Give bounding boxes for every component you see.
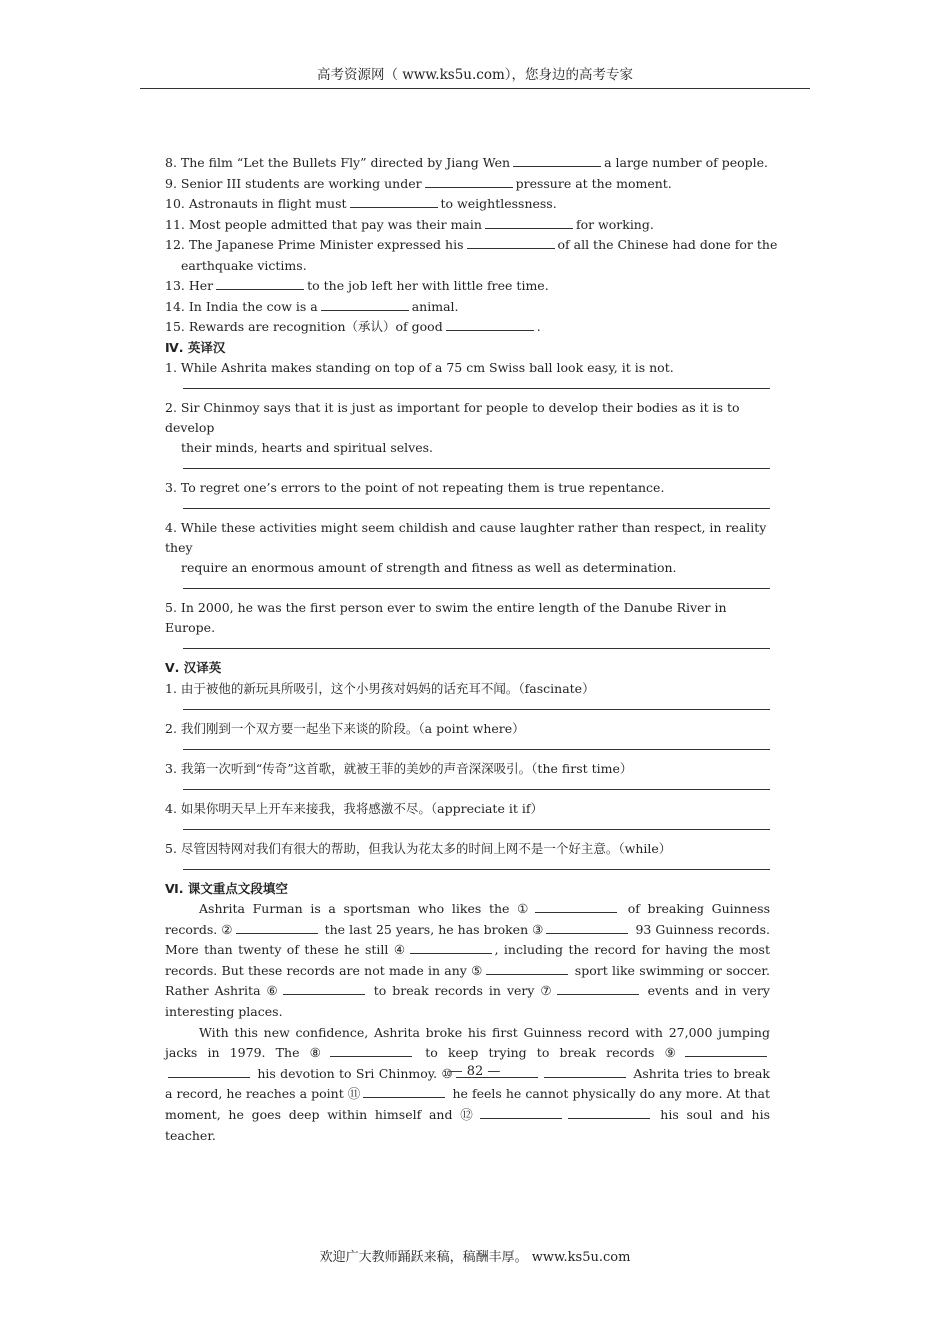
paragraph-text: events and in very interesting places. — [165, 983, 770, 1019]
answer-blank[interactable] — [283, 981, 365, 995]
question-12 — [165, 235, 778, 256]
translate-item-continued: require an enormous amount of strength and fitness as well as determination. — [181, 560, 677, 575]
answer-blank[interactable] — [568, 1105, 650, 1119]
answer-line[interactable] — [183, 779, 770, 790]
question-13 — [165, 276, 770, 297]
question-text: of all the Chinese had done for the — [557, 237, 778, 252]
paragraph-text: sport like swimming or soccer. Rather Ashrita ⑥ — [165, 962, 770, 999]
question-text: 13. Her — [165, 278, 214, 293]
question-11 — [165, 215, 770, 236]
page-number: — 82 — — [449, 1064, 501, 1079]
question-8 — [165, 153, 770, 174]
question-text: 15. Rewards are recognition（承认）of good — [165, 319, 443, 334]
answer-line[interactable] — [183, 378, 770, 389]
translate-item: 1. While Ashrita makes standing on top of a 75 cm Swiss ball look easy, it is not. — [165, 360, 674, 375]
answer-line[interactable] — [183, 638, 770, 649]
question-text: 9. Senior III students are working under — [165, 175, 422, 191]
question-text: for working. — [575, 216, 654, 232]
answer-blank[interactable] — [425, 174, 513, 188]
answer-blank[interactable] — [513, 153, 601, 167]
answer-line[interactable] — [183, 458, 770, 469]
paragraph-text: of breaking Guinness records. ② — [165, 901, 770, 937]
answer-blank[interactable] — [467, 235, 555, 249]
answer-blank[interactable] — [685, 1043, 767, 1057]
page-header: 高考资源网（ www.ks5u.com），您身边的高考专家 — [140, 62, 810, 89]
question-text: to weightlessness. — [440, 196, 557, 211]
paragraph-2 — [165, 1023, 770, 1147]
question-9 — [165, 174, 770, 195]
answer-blank[interactable] — [546, 920, 628, 934]
answer-line[interactable] — [183, 739, 770, 750]
question-text: pressure at the moment. — [515, 175, 672, 191]
translate-item: 3. 我第一次听到“传奇”这首歌，就被王菲的美妙的声音深深吸引。（the first time） — [165, 760, 633, 776]
translate-item: 5. 尽管因特网对我们有很大的帮助，但我认为花太多的时间上网不是一个好主意。（while） — [165, 840, 672, 856]
question-15 — [165, 317, 770, 338]
paragraph-text: Ashrita Furman is a sportsman who likes the ① — [199, 901, 532, 916]
paragraph-1 — [165, 899, 770, 1023]
translate-item-continued: their minds, hearts and spiritual selves. — [181, 440, 433, 455]
question-text: 12. The Japanese Prime Minister expressed his — [165, 237, 464, 252]
translate-item: 2. Sir Chinmoy says that it is just as important for people to develop their bodies as it is to develop — [165, 400, 740, 435]
section-title: Ⅴ. 汉译英 — [165, 660, 222, 675]
question-text: a large number of people. — [604, 155, 769, 170]
paragraph-text: 93 Guinness records. More than twenty of these he still ④ — [165, 921, 771, 958]
paragraph-text: to keep trying to break records ⑨ — [425, 1045, 682, 1061]
answer-blank[interactable] — [446, 317, 534, 331]
answer-blank[interactable] — [535, 899, 617, 913]
translate-item: 1. 由于被他的新玩具所吸引，这个小男孩对妈妈的话充耳不闻。（fascinate） — [165, 680, 595, 696]
answer-line[interactable] — [183, 859, 770, 870]
paragraph-text: , including the record for having the most records. But these records are not made in any ⑤ — [165, 942, 770, 978]
question-text: animal. — [411, 298, 459, 314]
paragraph-text: Ashrita tries to break a record, he reaches a point ⑪ — [165, 1065, 770, 1102]
answer-blank[interactable] — [557, 981, 639, 995]
answer-blank[interactable] — [350, 194, 438, 208]
answer-line[interactable] — [183, 699, 770, 710]
answer-blank[interactable] — [236, 920, 318, 934]
answer-line[interactable] — [183, 498, 770, 509]
paragraph-text: the last 25 years, he has broken ③ — [324, 921, 544, 937]
paragraph-text: With this new confidence, Ashrita broke his first Guinness record with 27,000 jumping jacks in 1979. The ⑧ — [165, 1024, 770, 1061]
question-text: 10. Astronauts in flight must — [165, 196, 347, 211]
translate-item: 2. 我们刚到一个双方要一起坐下来谈的阶段。（a point where） — [165, 720, 525, 736]
question-text: 14. In India the cow is a — [165, 298, 318, 314]
answer-blank[interactable] — [410, 940, 492, 954]
question-text: to the job left her with little free time. — [307, 278, 549, 293]
answer-line[interactable] — [183, 578, 770, 589]
question-12-continued: earthquake victims. — [181, 257, 307, 273]
question-14 — [165, 297, 770, 318]
paragraph-text: to break records in very ⑦ — [373, 983, 554, 999]
translate-item: 3. To regret one’s errors to the point of not repeating them is true repentance. — [165, 480, 665, 495]
page-footer: 欢迎广大教师踊跃来稿，稿酬丰厚。 www.ks5u.com — [319, 1250, 631, 1265]
section-title: Ⅵ. 课文重点文段填空 — [165, 880, 288, 896]
question-text: 8. The film “Let the Bullets Fly” directed by Jiang Wen — [165, 155, 511, 170]
worksheet-content — [165, 153, 778, 1146]
translate-item: 5. In 2000, he was the first person ever to swim the entire length of the Danube River in Europe. — [165, 600, 727, 635]
answer-blank[interactable] — [330, 1043, 412, 1057]
translate-item: 4. While these activities might seem childish and cause laughter rather than respect, in reality they — [165, 520, 767, 555]
answer-blank[interactable] — [485, 215, 573, 229]
answer-line[interactable] — [183, 819, 770, 830]
question-text: 11. Most people admitted that pay was their main — [165, 216, 482, 232]
question-text: . — [536, 319, 541, 334]
translate-item: 4. 如果你明天早上开车来接我，我将感激不尽。（appreciate it if） — [165, 800, 543, 816]
answer-blank[interactable] — [363, 1084, 445, 1098]
answer-blank[interactable] — [486, 961, 568, 975]
paragraph-text: his devotion to Sri Chinmoy. ⑩ — [257, 1065, 454, 1081]
paragraph-text: his soul and his teacher. — [165, 1106, 770, 1143]
paragraph-text: he feels he cannot physically do any more. At that moment, he goes deep within himself and ⑫ — [165, 1086, 770, 1122]
answer-blank[interactable] — [480, 1105, 562, 1119]
question-10 — [165, 194, 770, 215]
answer-blank[interactable] — [321, 297, 409, 311]
section-title: Ⅳ. 英译汉 — [165, 339, 226, 355]
answer-blank[interactable] — [216, 276, 304, 290]
